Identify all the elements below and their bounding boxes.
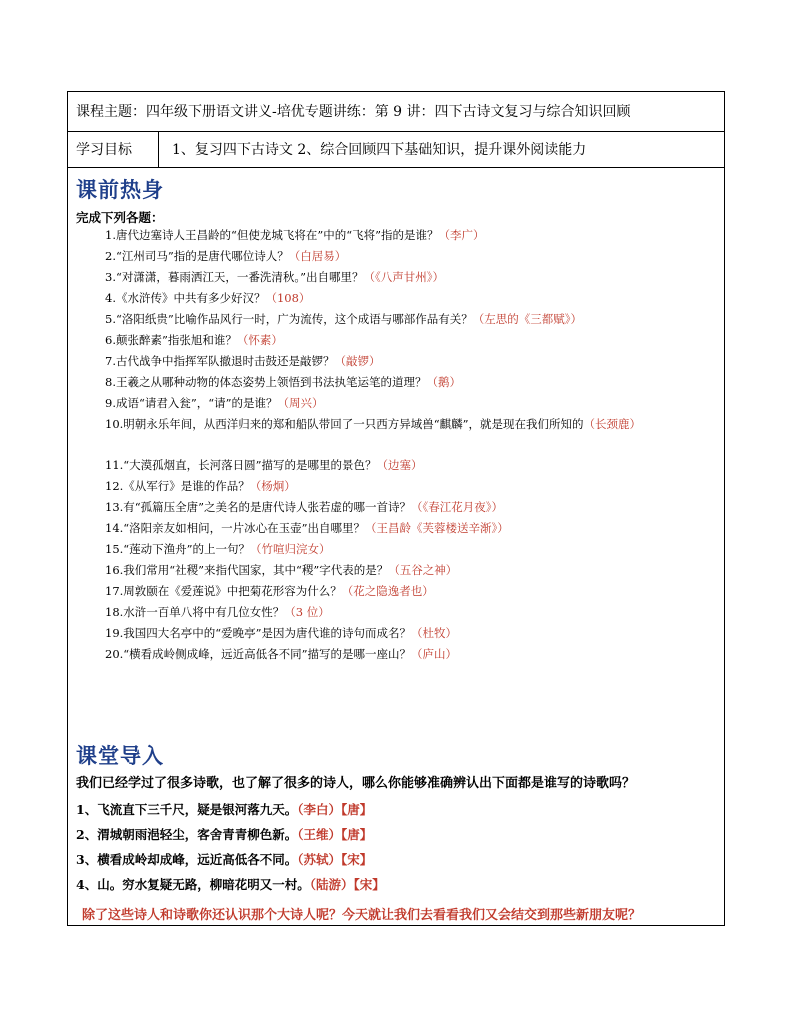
- question-item: 1.唐代边塞诗人王昌龄的“但使龙城飞将在”中的“飞将”指的是谁？（李广）: [105, 228, 485, 242]
- question-item: 11.“大漠孤烟直，长河落日圆”描写的是哪里的景色？（边塞）: [105, 458, 423, 472]
- closing-question: 除了这些诗人和诗歌你还认识那个大诗人呢？今天就让我们去看看我们又会结交到那些新朋友呢？: [82, 908, 642, 923]
- course-topic-row: [68, 92, 724, 132]
- learning-goal-label: 学习目标: [68, 132, 159, 167]
- course-topic: 四年级下册语文讲义-培优专题讲练：第 9 讲：四下古诗文复习与综合知识回顾: [146, 104, 631, 120]
- poem-line: 4、山。穷水复疑无路，柳暗花明又一村。（陆游）【宋】: [76, 877, 385, 892]
- question-item: 20.“横看成岭侧成峰，远近高低各不同”描写的是哪一座山？（庐山）: [105, 647, 458, 661]
- warmup-instruction: 完成下列各题：: [76, 210, 164, 225]
- question-item: 12.《从军行》是谁的作品？（杨炯）: [105, 479, 296, 493]
- question-item: 8.王羲之从哪种动物的体态姿势上领悟到书法执笔运笔的道理？（鹅）: [105, 375, 461, 389]
- question-item: 18.水浒一百单八将中有几位女性？（3 位）: [105, 605, 330, 619]
- lesson-sheet: [67, 91, 725, 926]
- poem-line: 2、渭城朝雨浥轻尘，客舍青青柳色新。（王维）【唐】: [76, 827, 373, 842]
- poem-line: 1、飞流直下三千尺，疑是银河落九天。（李白）【唐】: [76, 802, 373, 817]
- question-item: 3.“对潇潇，暮雨洒江天，一番洗清秋。”出自哪里？（《八声甘州》）: [105, 270, 444, 284]
- question-item: 6.颠张醉素”指张旭和谁？（怀素）: [105, 333, 283, 347]
- lead-in-intro: 我们已经学过了很多诗歌，也了解了很多的诗人，哪么你能够准确辨认出下面都是谁写的诗歌吗？: [76, 776, 636, 791]
- question-item: 13.有“孤篇压全唐”之美名的是唐代诗人张若虚的哪一首诗？（《春江花月夜》）: [105, 500, 504, 514]
- question-item: 4.《水浒传》中共有多少好汉？（108）: [105, 291, 311, 305]
- question-item: 15.“莲动下渔舟”的上一句？（竹喧归浣女）: [105, 542, 331, 556]
- poem-line: 3、横看成岭却成峰，远近高低各不同。（苏轼）【宋】: [76, 852, 373, 867]
- question-item: 14.“洛阳亲友如相问，一片冰心在玉壶”出自哪里？（王昌龄《芙蓉楼送辛渐》）: [105, 521, 509, 535]
- question-item: 2.“江州司马”指的是唐代哪位诗人？（白居易）: [105, 249, 347, 263]
- question-item: 7.古代战争中指挥军队撤退时击鼓还是敲锣？（敲锣）: [105, 354, 381, 368]
- learning-goals: 1、复习四下古诗文 2、综合回顾四下基础知识，提升课外阅读能力: [172, 142, 587, 158]
- question-item: 17.周敦颐在《爱莲说》中把菊花形容为什么？（花之隐逸者也）: [105, 584, 434, 598]
- question-item: 16.我们常用“社稷”来指代国家，其中“稷”字代表的是？（五谷之神）: [105, 563, 458, 577]
- question-item: 5.“洛阳纸贵”比喻作品风行一时，广为流传，这个成语与哪部作品有关？（左思的《三都赋》）: [105, 312, 582, 326]
- topic-label: 课程主题：: [76, 104, 146, 120]
- question-item: 19.我国四大名亭中的“爱晚亭”是因为唐代谁的诗句而成名？（杜牧）: [105, 626, 458, 640]
- question-item: 10.明朝永乐年间，从西洋归来的郑和船队带回了一只西方异域兽“麒麟”，就是现在我们所知的（长颈鹿）: [105, 417, 642, 431]
- warmup-heading: 课前热身: [76, 177, 164, 202]
- question-item: 9.成语“请君入瓮”，“请”的是谁？（周兴）: [105, 396, 324, 410]
- lead-in-heading: 课堂导入: [76, 743, 164, 768]
- learning-goal-row: [68, 132, 724, 168]
